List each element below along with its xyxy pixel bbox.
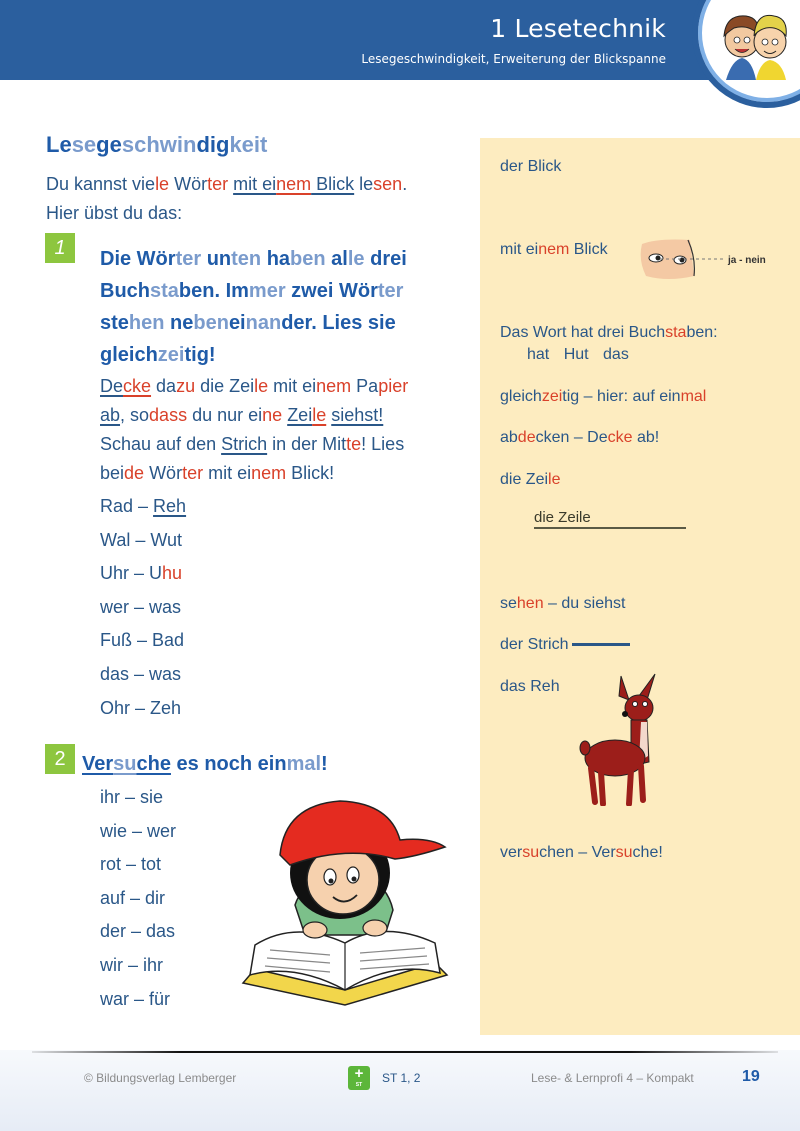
st-plus-icon: + ST	[348, 1066, 370, 1090]
word-pair: auf – dir	[100, 887, 166, 908]
glossary-entry: sehen – du siehst	[500, 595, 626, 612]
intro-text	[46, 170, 407, 228]
word-pair: wie – wer	[100, 820, 177, 841]
word-pair: das – was	[100, 663, 182, 684]
word-pair: rot – tot	[100, 854, 162, 875]
glossary-entry: gleichzeitig – hier: auf einmal	[500, 388, 707, 405]
word-pair: Uhr – Uhu	[100, 563, 183, 584]
glossary-entry-strich: der Strich	[500, 636, 630, 654]
word-pair: Ohr – Zeh	[100, 697, 182, 718]
glossary-entry: abdecken – Decke ab!	[500, 429, 660, 446]
section-title: Lesegeschwindigkeit	[46, 132, 268, 157]
eye-glance-icon	[638, 236, 778, 281]
word-pair-list-2	[100, 781, 176, 1016]
word-pair: der – das	[100, 921, 176, 942]
chapter-subtitle: Lesegeschwindigkeit, Erweiterung der Blickspanne	[361, 52, 666, 66]
page-footer	[0, 1050, 800, 1131]
page-number: 19	[742, 1068, 760, 1085]
st-reference: ST 1, 2	[382, 1071, 421, 1085]
zeile-example: die Zeile	[534, 509, 686, 529]
chapter-header	[0, 0, 800, 80]
task-2-instruction: Versuche es noch einmal!	[82, 753, 328, 775]
glossary-example-words: hat Hut das	[527, 346, 629, 363]
glossary-entry: versuchen – Versuche!	[500, 844, 663, 861]
svg-text:ja - nein: ja - nein	[728, 255, 766, 266]
intro-line-2: Hier übst du das:	[46, 203, 183, 223]
intro-line-1: Du kannst viele Wörter mit einem Blick lesen.	[46, 174, 408, 194]
word-pair: wir – ihr	[100, 954, 164, 975]
word-pair: wer – was	[100, 596, 182, 617]
book-title: Lese- & Lernprofi 4 – Kompakt	[531, 1071, 694, 1085]
mascot-kids-icon	[712, 6, 796, 80]
task-number-badge: 2	[45, 744, 75, 774]
word-pair: ihr – sie	[100, 787, 164, 807]
word-pair: Wal – Wut	[100, 529, 183, 550]
glossary-entry: Das Wort hat drei Buchstaben:	[500, 324, 718, 341]
task-1-body: Decke dazu die Zeile mit einem Papier ab, sodass du nur eine Zeile siehst! Schau auf den Strich in der Mitte! Lies beide Wörter mit einem Blick!	[100, 376, 409, 483]
glossary-entry: mit einem Blick	[500, 241, 608, 258]
glossary-sidebar	[480, 138, 800, 1035]
strich-line	[572, 643, 630, 646]
copyright: © Bildungsverlag Lemberger	[84, 1071, 237, 1085]
word-pair: Rad – Reh	[100, 496, 187, 516]
boy-reading-book-illustration	[235, 785, 455, 1010]
task-number-badge: 1	[45, 233, 75, 263]
glossary-entry: das Reh	[500, 678, 560, 695]
glossary-entry: die Zeile	[500, 471, 561, 488]
chapter-title: 1 Lesetechnik	[490, 14, 666, 43]
word-pair: war – für	[100, 988, 171, 1009]
word-pair: Fuß – Bad	[100, 630, 185, 651]
deer-illustration	[575, 670, 665, 806]
task-1-instruction: Die Wörter unten haben alle drei Buchstaben. Immer zwei Wörter stehen nebeneinander. Lies sie gleichzeitig!	[100, 248, 407, 366]
glossary-entry: der Blick	[500, 158, 562, 175]
word-pair-list-1	[100, 490, 186, 725]
footer-divider	[32, 1051, 778, 1053]
